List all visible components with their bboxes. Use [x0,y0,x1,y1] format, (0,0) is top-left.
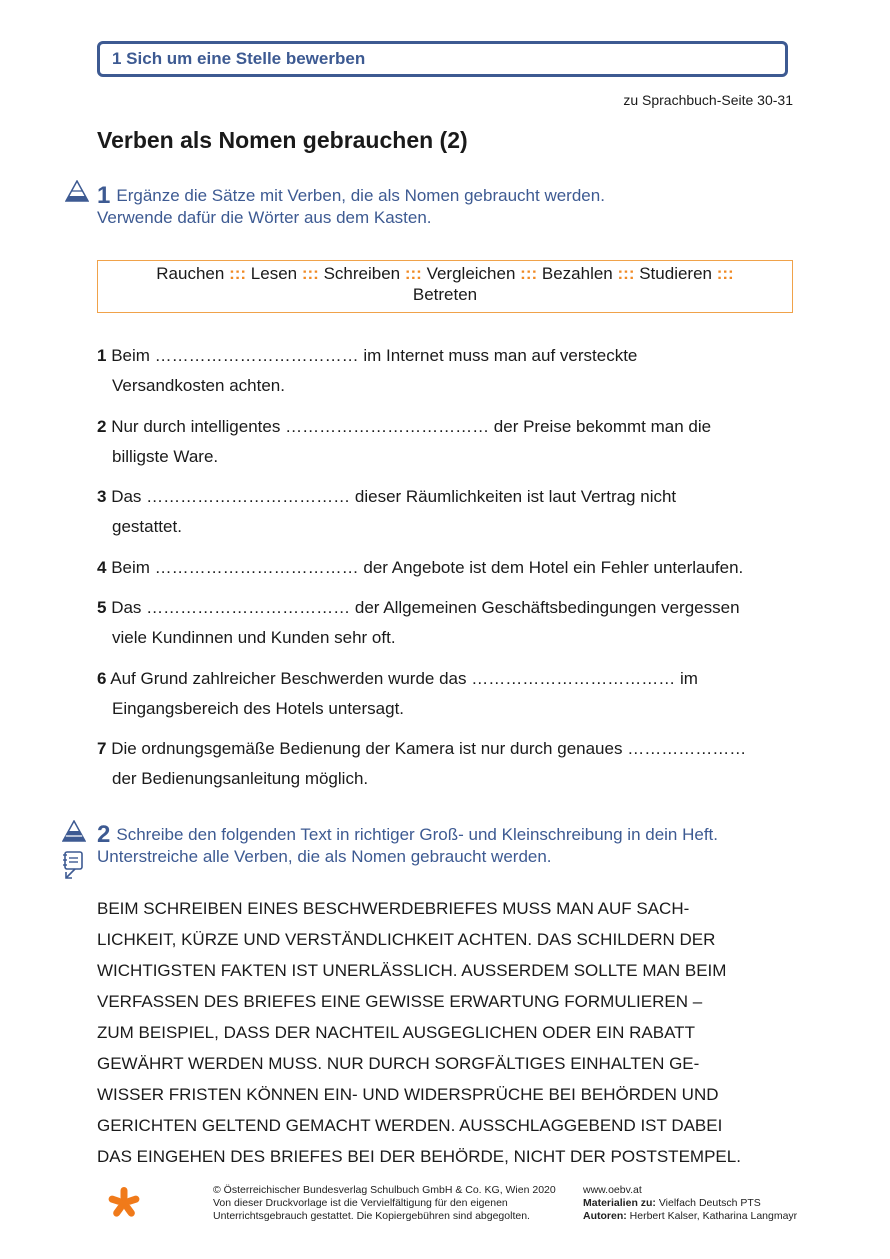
sentence-continuation: gestattet. [112,517,182,536]
sentence-item [97,664,797,724]
caps-line: DAS EINGEHEN DES BRIEFES BEI DER BEHÖRDE, NICHT DER POSTSTEMPEL. [97,1147,741,1166]
footer-materials-label: Materialien zu: [583,1197,656,1209]
chapter-banner [97,41,788,77]
page-title: Verben als Nomen gebrauchen (2) [97,127,468,153]
word-separator: ::: [404,264,422,283]
sentence-continuation: der Bedienungsanleitung möglich. [112,769,369,788]
sentence-continuation: Eingangsbereich des Hotels untersagt. [112,698,405,718]
uppercase-text-block [97,893,797,1172]
word-separator: ::: [229,264,247,283]
publisher-logo [105,1185,143,1223]
task-1-instruction [97,182,605,229]
sentence-line: Die ordnungsgemäße Bedienung der Kamera ist nur durch genaues ………………… [111,739,747,758]
sentence-number: 6 [97,668,107,688]
chapter-title: 1 Sich um eine Stelle bewerben [112,49,366,68]
footer-info-block [583,1184,797,1223]
task-2-line2: Unterstreiche alle Verben, die als Nomen gebraucht werden. [97,847,552,866]
sentence-item [97,734,797,794]
sentence-item [97,553,797,583]
sentence-item [97,593,797,653]
footer-copyright: © Österreichischer Bundesverlag Schulbuch GmbH & Co. KG, Wien 2020 [213,1184,556,1196]
sentence-item [97,482,797,542]
task-1-line2: Verwende dafür die Wörter aus dem Kasten. [97,208,432,227]
caps-line: WISSER FRISTEN KÖNNEN EIN- UND WIDERSPRÜCHE BEI BEHÖRDEN UND [97,1085,719,1104]
footer-note: Von dieser Druckvorlage ist die Vervielfältigung für den eigenen [213,1197,508,1209]
task-1-line1: Ergänze die Sätze mit Verben, die als Nomen gebraucht werden. [116,186,605,205]
sentence-number: 4 [97,557,107,577]
caps-line: GERICHTEN GELTEND GEMACHT WERDEN. AUSSCHLAGGEBEND IST DABEI [97,1116,723,1135]
footer-authors-label: Autoren: [583,1210,627,1222]
word-item: Studieren [639,264,712,283]
sentence-continuation: Versandkosten achten. [112,376,285,395]
caps-line: BEIM SCHREIBEN EINES BESCHWERDEBRIEFES MUSS MAN AUF SACH- [97,899,690,918]
footer-note: Unterrichtsgebrauch gestattet. Die Kopiergebühren sind abgegolten. [213,1210,530,1222]
sentence-number: 1 [97,346,107,365]
task-2-number: 2 [97,821,111,848]
caps-line: WICHTIGSTEN FAKTEN IST UNERLÄSSLICH. AUSSERDEM SOLLTE MAN BEIM [97,961,727,980]
sentence-continuation: billigste Ware. [112,446,219,466]
sentence-line: Nur durch intelligentes ……………………………… der Preise bekommt man die [111,416,712,436]
sentence-list [97,341,797,805]
caps-line: LICHKEIT, KÜRZE UND VERSTÄNDLICHKEIT ACHTEN. DAS SCHILDERN DER [97,930,716,949]
sentence-line: Das ……………………………… dieser Räumlichkeiten ist laut Vertrag nicht [111,487,677,506]
word-separator: ::: [617,264,635,283]
word-item: Lesen [250,264,298,283]
sentence-item [97,412,797,472]
sentence-number: 3 [97,487,107,506]
caps-line: ZUM BEISPIEL, DASS DER NACHTEIL AUSGEGLICHEN ODER EIN RABATT [97,1023,695,1042]
word-item: Vergleichen [426,264,516,283]
sentence-number: 7 [97,739,107,758]
pyramid-level-icon [65,180,89,202]
sentence-line: Beim ……………………………… im Internet muss man auf versteckte [111,346,638,365]
word-item: Rauchen [156,264,225,283]
word-separator: ::: [520,264,538,283]
sentence-continuation: viele Kundinnen und Kunden sehr oft. [112,628,396,647]
footer-copyright-block [213,1184,556,1223]
sentence-line: Beim ……………………………… der Angebote ist dem Hotel ein Fehler unterlaufen. [111,557,744,577]
sentence-item [97,341,797,401]
word-box [97,260,793,313]
word-item: Betreten [412,285,478,304]
sentence-number: 2 [97,416,107,436]
sentence-line: Auf Grund zahlreicher Beschwerden wurde das ……………………………… im [110,668,698,688]
footer-website: www.oebv.at [583,1184,642,1196]
sentence-number: 5 [97,598,107,617]
footer-materials-value: Vielfach Deutsch PTS [658,1197,761,1209]
notebook-icon [62,850,86,880]
word-item: Bezahlen [541,264,613,283]
word-separator: ::: [716,264,734,283]
footer-authors-value: Herbert Kalser, Katharina Langmayr [629,1210,798,1222]
caps-line: VERFASSEN DES BRIEFES EINE GEWISSE ERWARTUNG FORMULIEREN – [97,992,703,1011]
task-2-line1: Schreibe den folgenden Text in richtiger Groß- und Kleinschreibung in dein Heft. [116,825,719,844]
page-reference: zu Sprachbuch-Seite 30-31 [623,92,793,108]
task-1-number: 1 [97,182,111,209]
pyramid-level-icon [62,820,86,842]
sentence-line: Das ……………………………… der Allgemeinen Geschäftsbedingungen vergessen [111,598,740,617]
word-separator: ::: [301,264,319,283]
word-item: Schreiben [323,264,401,283]
task-2-instruction [97,821,719,868]
caps-line: GEWÄHRT WERDEN MUSS. NUR DURCH SORGFÄLTIGES EINHALTEN GE- [97,1054,700,1073]
